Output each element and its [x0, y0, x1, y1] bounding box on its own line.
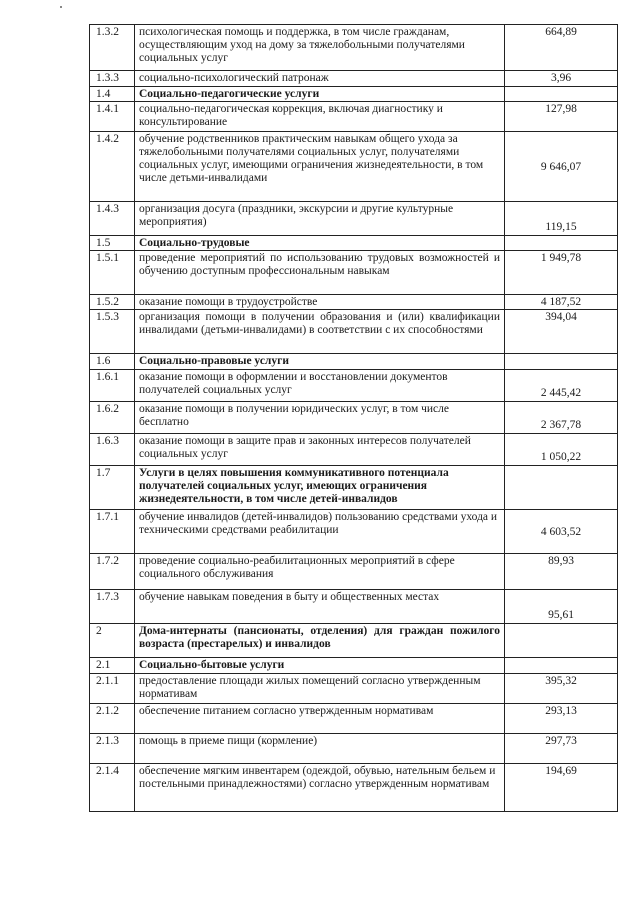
section-row	[90, 87, 618, 102]
price-value: 394,04	[505, 310, 618, 354]
item-number: 1.6.2	[90, 402, 135, 434]
service-name: обучение инвалидов (детей-инвалидов) пользованию средствами ухода и техническими средствами реабилитации	[135, 510, 505, 554]
scan-speck	[60, 6, 62, 8]
section-row	[90, 354, 618, 370]
table-row	[90, 295, 618, 310]
price-value: 95,61	[505, 590, 618, 624]
price-value: 395,32	[505, 674, 618, 704]
item-number: 2.1.3	[90, 734, 135, 764]
tariff-table	[89, 24, 618, 812]
item-number: 1.6	[90, 354, 135, 370]
service-name: проведение социально-реабилитационных мероприятий в сфере социального обслуживания	[135, 554, 505, 590]
table-row	[90, 764, 618, 812]
service-name: обучение родственников практическим навыкам общего ухода за тяжелобольными получателями социальных услуг, получателями социальных услуг, имеющими ограничения жизнедеятельности, в том числе детьми-инвалидами	[135, 132, 505, 202]
item-number: 1.3.2	[90, 25, 135, 71]
item-number: 1.6.1	[90, 370, 135, 402]
service-name: оказание помощи в защите прав и законных интересов получателей социальных услуг	[135, 434, 505, 466]
table-row	[90, 102, 618, 132]
item-number: 2.1.2	[90, 704, 135, 734]
table-row	[90, 310, 618, 354]
section-row	[90, 624, 618, 658]
table-row	[90, 674, 618, 704]
section-row	[90, 658, 618, 674]
table-row	[90, 510, 618, 554]
service-name: помощь в приеме пищи (кормление)	[135, 734, 505, 764]
service-name: оказание помощи в трудоустройстве	[135, 295, 505, 310]
item-number: 1.4.2	[90, 132, 135, 202]
service-name: обучение навыкам поведения в быту и общественных местах	[135, 590, 505, 624]
price-value: 119,15	[505, 202, 618, 236]
price-value: 2 445,42	[505, 370, 618, 402]
price-value: 297,73	[505, 734, 618, 764]
price-value: 3,96	[505, 71, 618, 87]
item-number: 1.4.1	[90, 102, 135, 132]
table-row	[90, 590, 618, 624]
price-value	[505, 466, 618, 510]
price-value	[505, 236, 618, 251]
section-title: Услуги в целях повышения коммуникативного потенциала получателей социальных услуг, имеющих ограничения жизнедеятельности, в том числе детей-инвалидов	[135, 466, 505, 510]
price-value: 293,13	[505, 704, 618, 734]
price-value	[505, 624, 618, 658]
table-row	[90, 434, 618, 466]
item-number: 1.5.3	[90, 310, 135, 354]
table-row	[90, 25, 618, 71]
price-value: 127,98	[505, 102, 618, 132]
table-row	[90, 132, 618, 202]
service-name: оказание помощи в получении юридических услуг, в том числе бесплатно	[135, 402, 505, 434]
price-value: 4 603,52	[505, 510, 618, 554]
section-row	[90, 466, 618, 510]
service-name: оказание помощи в оформлении и восстановлении документов получателей социальных услуг	[135, 370, 505, 402]
service-name: социально-психологический патронаж	[135, 71, 505, 87]
item-number: 1.6.3	[90, 434, 135, 466]
section-title: Социально-бытовые услуги	[135, 658, 505, 674]
service-name: проведение мероприятий по использованию трудовых возможностей и обучению доступным профессиональным навыкам	[135, 251, 505, 295]
tariff-table-body	[90, 25, 618, 812]
price-value: 194,69	[505, 764, 618, 812]
price-value: 89,93	[505, 554, 618, 590]
price-value	[505, 658, 618, 674]
service-name: социально-педагогическая коррекция, включая диагностику и консультирование	[135, 102, 505, 132]
item-number: 1.5.2	[90, 295, 135, 310]
table-row	[90, 704, 618, 734]
section-title: Дома-интернаты (пансионаты, отделения) для граждан пожилого возраста (престарелых) и инвалидов	[135, 624, 505, 658]
service-name: организация помощи в получении образования и (или) квалификации инвалидами (детьми-инвалидами) в соответствии с их способностями	[135, 310, 505, 354]
table-row	[90, 370, 618, 402]
price-value: 2 367,78	[505, 402, 618, 434]
price-value	[505, 354, 618, 370]
item-number: 1.7.2	[90, 554, 135, 590]
service-name: обеспечение мягким инвентарем (одеждой, обувью, нательным бельем и постельными принадлежностями) согласно утвержденным нормативам	[135, 764, 505, 812]
service-name: обеспечение питанием согласно утвержденным нормативам	[135, 704, 505, 734]
table-row	[90, 402, 618, 434]
section-title: Социально-правовые услуги	[135, 354, 505, 370]
item-number: 1.4	[90, 87, 135, 102]
table-row	[90, 71, 618, 87]
item-number: 1.7.1	[90, 510, 135, 554]
section-title: Социально-педагогические услуги	[135, 87, 505, 102]
item-number: 2.1	[90, 658, 135, 674]
service-name: предоставление площади жилых помещений согласно утвержденным нормативам	[135, 674, 505, 704]
item-number: 2.1.4	[90, 764, 135, 812]
item-number: 1.4.3	[90, 202, 135, 236]
item-number: 1.5.1	[90, 251, 135, 295]
table-row	[90, 554, 618, 590]
price-value: 4 187,52	[505, 295, 618, 310]
service-name: организация досуга (праздники, экскурсии и другие культурные мероприятия)	[135, 202, 505, 236]
price-value: 1 949,78	[505, 251, 618, 295]
table-row	[90, 202, 618, 236]
item-number: 1.7	[90, 466, 135, 510]
item-number: 1.7.3	[90, 590, 135, 624]
price-value: 1 050,22	[505, 434, 618, 466]
item-number: 1.3.3	[90, 71, 135, 87]
service-name: психологическая помощь и поддержка, в том числе гражданам, осуществляющим уход на дому за тяжелобольными получателями социальных услуг	[135, 25, 505, 71]
item-number: 1.5	[90, 236, 135, 251]
item-number: 2.1.1	[90, 674, 135, 704]
item-number: 2	[90, 624, 135, 658]
section-row	[90, 236, 618, 251]
price-value: 664,89	[505, 25, 618, 71]
table-row	[90, 734, 618, 764]
price-value	[505, 87, 618, 102]
section-title: Социально-трудовые	[135, 236, 505, 251]
price-value: 9 646,07	[505, 132, 618, 202]
table-row	[90, 251, 618, 295]
